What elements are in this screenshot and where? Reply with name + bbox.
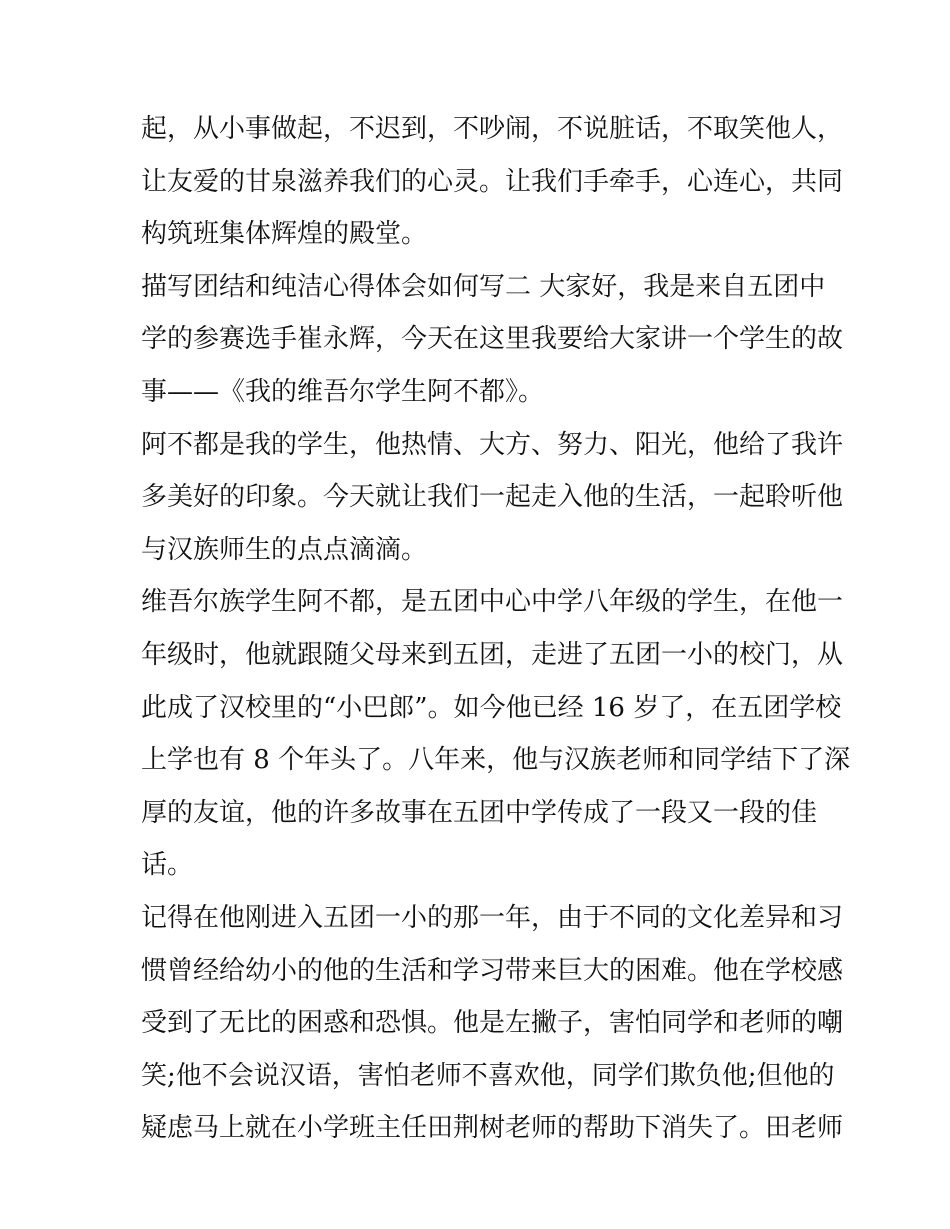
text-line: 维吾尔族学生阿不都，是五团中心中学八年级的学生，在他一	[141, 587, 844, 618]
text-line: 年级时，他就跟随父母来到五团，走进了五团一小的校门，从	[141, 639, 844, 670]
text-line: 疑虑马上就在小学班主任田荆树老师的帮助下消失了。田老师	[141, 1113, 844, 1144]
text-line: 阿不都是我的学生，他热情、大方、努力、阳光，他给了我许	[141, 429, 844, 460]
text-line: 让友爱的甘泉滋养我们的心灵。让我们手牵手，心连心，共同	[141, 166, 844, 197]
text-line: 话。	[141, 850, 194, 881]
text-line: 学的参赛选手崔永辉，今天在这里我要给大家讲一个学生的故	[141, 324, 844, 355]
text-line: 笑;他不会说汉语，害怕老师不喜欢他，同学们欺负他;但他的	[141, 1060, 835, 1091]
text-line: 惯曾经给幼小的他的生活和学习带来巨大的困难。他在学校感	[141, 955, 844, 986]
text-line: 此成了汉校里的“小巴郎”。如今他已经 16 岁了，在五团学校	[141, 692, 842, 723]
text-line: 上学也有 8 个年头了。八年来，他与汉族老师和同学结下了深	[141, 745, 851, 776]
text-line: 记得在他刚进入五团一小的那一年，由于不同的文化差异和习	[141, 902, 844, 933]
text-line: 描写团结和纯洁心得体会如何写二 大家好，我是来自五团中	[141, 271, 826, 302]
text-line: 起，从小事做起，不迟到，不吵闹，不说脏话，不取笑他人，	[141, 114, 844, 144]
text-line: 厚的友谊，他的许多故事在五团中学传成了一段又一段的佳	[141, 797, 818, 828]
text-line: 与汉族师生的点点滴滴。	[141, 534, 428, 565]
text-line: 多美好的印象。今天就让我们一起走入他的生活，一起聆听他	[141, 482, 844, 513]
body-text	[141, 103, 851, 1155]
text-line: 事——《我的维吾尔学生阿不都》。	[141, 376, 545, 407]
text-line: 构筑班集体辉煌的殿堂。	[141, 219, 428, 250]
text-line: 受到了无比的困惑和恐惧。他是左撇子，害怕同学和老师的嘲	[141, 1008, 844, 1039]
